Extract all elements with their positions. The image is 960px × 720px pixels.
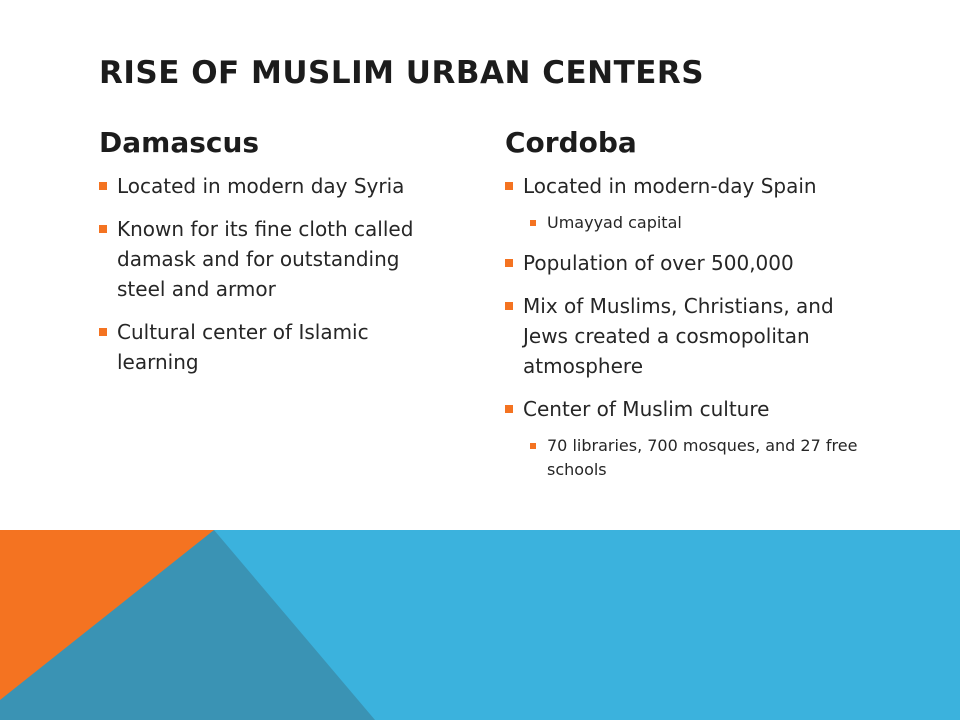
list-item-text: Cultural center of Islamic learning <box>117 320 369 374</box>
list-item-text: Population of over 500,000 <box>523 251 794 275</box>
column-heading-damascus: Damascus <box>99 126 260 159</box>
slide-title: RISE OF MUSLIM URBAN CENTERS <box>99 55 705 91</box>
list-item-text: Umayyad capital <box>547 213 682 232</box>
list-item-text: Mix of Muslims, Christians, and Jews created a cosmopolitan atmosphere <box>523 294 834 378</box>
list-item-text: Known for its fine cloth called damask and for outstanding steel and armor <box>117 217 414 301</box>
list-item-text: Located in modern day Syria <box>117 174 405 198</box>
list-item-text: 70 libraries, 700 mosques, and 27 free schools <box>547 436 858 479</box>
column-heading-cordoba: Cordoba <box>505 126 637 159</box>
list-item-text: Center of Muslim culture <box>523 397 770 421</box>
list-item-text: Located in modern-day Spain <box>523 174 817 198</box>
